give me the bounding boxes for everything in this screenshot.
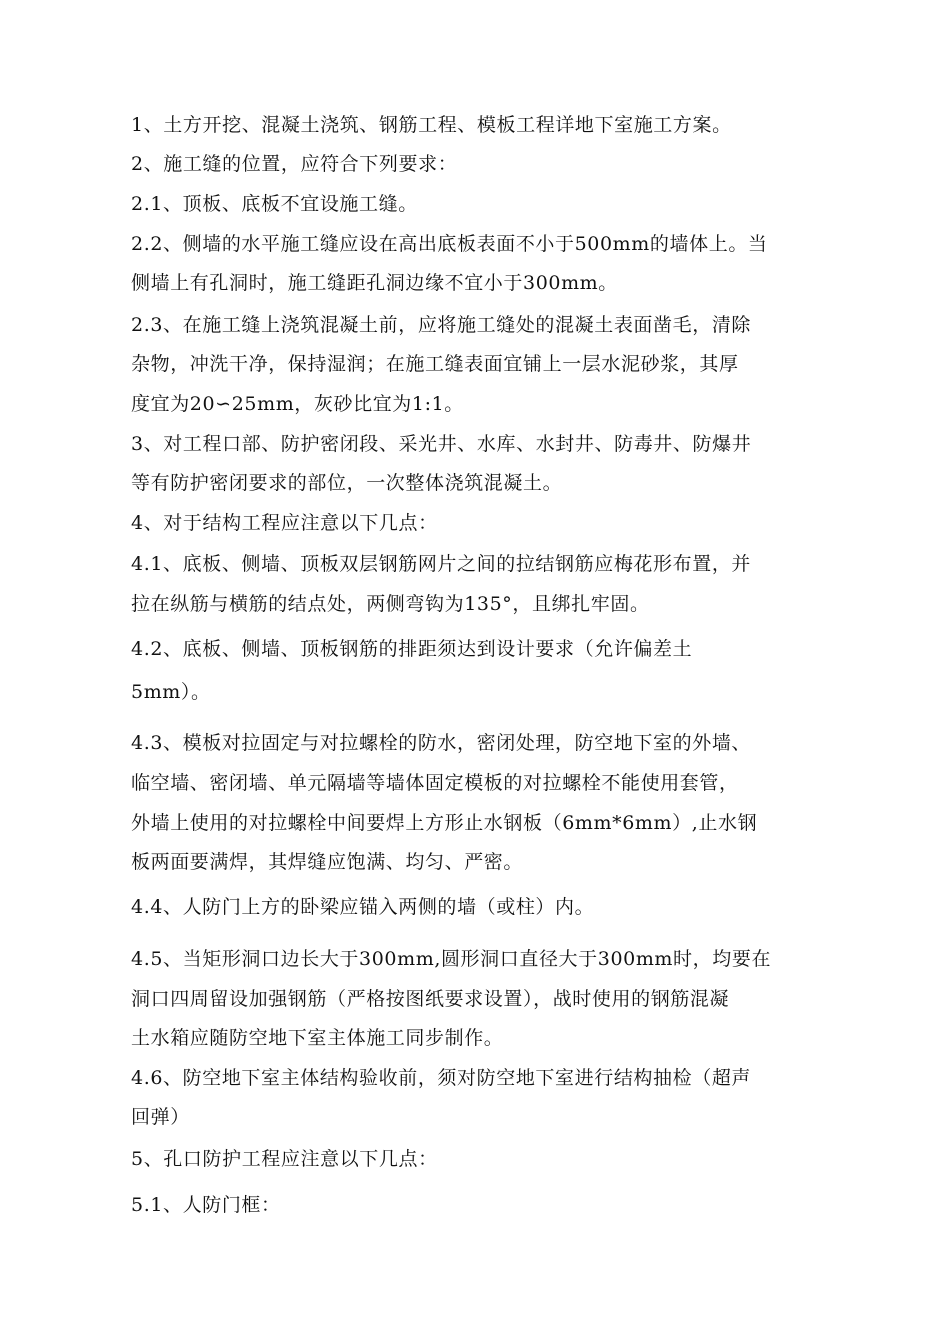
text-line: 4、对于结构工程应注意以下几点： bbox=[131, 512, 438, 534]
text-line: 4.3、模板对拉固定与对拉螺栓的防水，密闭处理，防空地下室的外墙、 bbox=[131, 732, 752, 754]
text-line: 拉在纵筋与横筋的结点处，两侧弯钩为135°，且绑扎牢固。 bbox=[131, 593, 650, 615]
text-line: 1、土方开挖、混凝土浇筑、钢筋工程、模板工程详地下室施工方案。 bbox=[131, 114, 732, 136]
text-line: 2、施工缝的位置，应符合下列要求： bbox=[131, 153, 458, 175]
text-line: 外墙上使用的对拉螺栓中间要焊上方形止水钢板（6mm*6mm）,止水钢 bbox=[131, 812, 758, 834]
text-line: 5mm）。 bbox=[131, 681, 211, 703]
text-line: 4.5、当矩形洞口边长大于300mm,圆形洞口直径大于300mm时，均要在 bbox=[131, 948, 772, 970]
text-line: 2.3、在施工缝上浇筑混凝土前，应将施工缝处的混凝土表面凿毛，清除 bbox=[131, 314, 752, 336]
text-line: 回弹） bbox=[131, 1106, 190, 1128]
text-line: 杂物，冲洗干净，保持湿润；在施工缝表面宜铺上一层水泥砂浆，其厚 bbox=[131, 353, 739, 375]
text-line: 2.2、侧墙的水平施工缝应设在高出底板表面不小于500mm的墙体上。当 bbox=[131, 233, 768, 255]
text-line: 洞口四周留设加强钢筋（严格按图纸要求设置），战时使用的钢筋混凝 bbox=[131, 988, 730, 1010]
text-line: 5、孔口防护工程应注意以下几点： bbox=[131, 1148, 438, 1170]
text-line: 板两面要满焊，其焊缝应饱满、均匀、严密。 bbox=[131, 851, 524, 873]
text-line: 等有防护密闭要求的部位，一次整体浇筑混凝土。 bbox=[131, 472, 563, 494]
text-line: 3、对工程口部、防护密闭段、采光井、水库、水封井、防毒井、防爆井 bbox=[131, 433, 752, 455]
text-line: 4.1、底板、侧墙、顶板双层钢筋网片之间的拉结钢筋应梅花形布置，并 bbox=[131, 553, 752, 575]
text-line: 4.4、人防门上方的卧梁应锚入两侧的墙（或柱）内。 bbox=[131, 896, 595, 918]
text-line: 2.1、顶板、底板不宜设施工缝。 bbox=[131, 193, 418, 215]
text-line: 土水箱应随防空地下室主体施工同步制作。 bbox=[131, 1027, 504, 1049]
text-line: 临空墙、密闭墙、单元隔墙等墙体固定模板的对拉螺栓不能使用套管， bbox=[131, 772, 739, 794]
text-line: 4.2、底板、侧墙、顶板钢筋的排距须达到设计要求（允许偏差土 bbox=[131, 638, 693, 660]
text-line: 5.1、人防门框： bbox=[131, 1194, 281, 1216]
text-line: 度宜为20∽25mm，灰砂比宜为1:1。 bbox=[131, 393, 464, 415]
text-line: 侧墙上有孔洞时，施工缝距孔洞边缘不宜小于300mm。 bbox=[131, 272, 618, 294]
text-line: 4.6、防空地下室主体结构验收前，须对防空地下室进行结构抽检（超声 bbox=[131, 1067, 752, 1089]
